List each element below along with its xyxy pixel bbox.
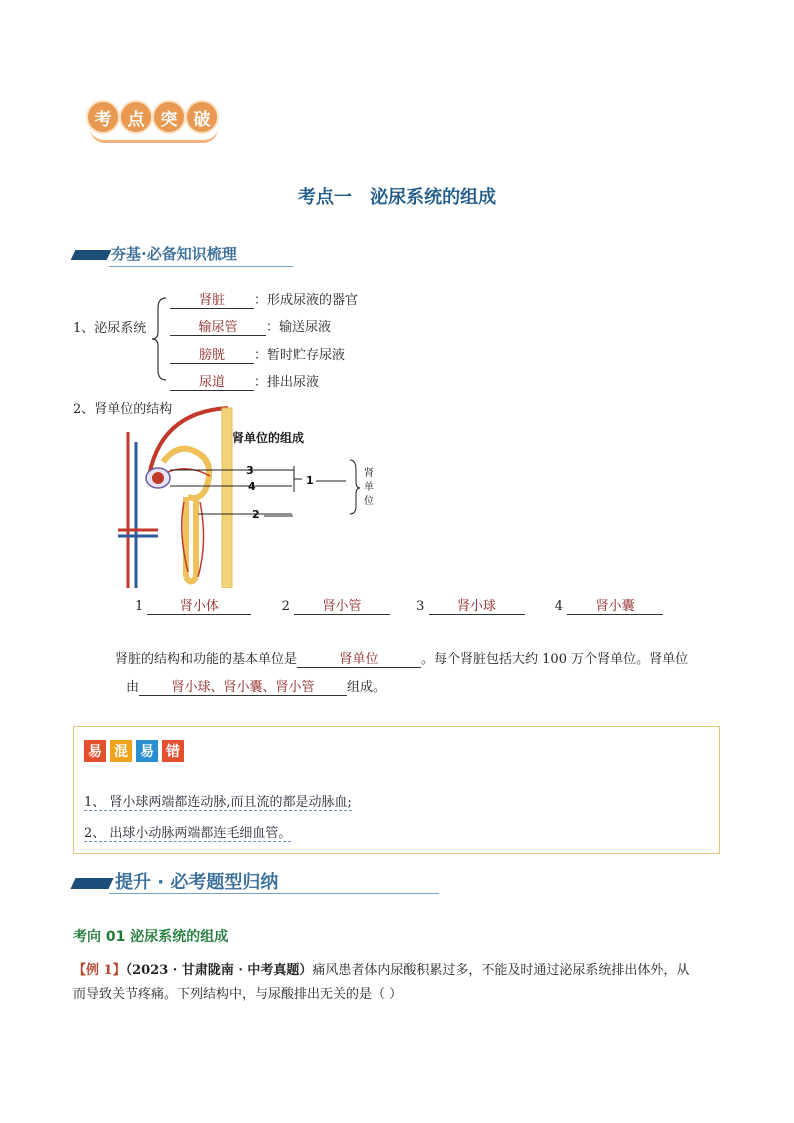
direction-title: 考向 01 泌尿系统的组成: [73, 929, 229, 945]
section-header-basics: [73, 243, 293, 265]
header-underline: [109, 266, 293, 267]
q2-label: 2、肾单位的结构: [73, 402, 173, 417]
badge-char: 考: [88, 102, 118, 132]
callout-4: 4: [248, 480, 256, 493]
para-text: 肾脏的结构和功能的基本单位是: [115, 652, 298, 667]
answer-fill: 肾小体: [147, 595, 251, 615]
para-fill: 肾小球、肾小囊、肾小管: [139, 676, 347, 696]
side-label-char: 位: [364, 496, 374, 507]
mistake-tag: 易: [136, 740, 158, 762]
mistake-tag: 混: [110, 740, 132, 762]
header-bar: [71, 250, 112, 260]
para-text: 。每个肾脏包括大约 100 万个肾单位。肾单位: [421, 652, 689, 667]
para-text: 由: [126, 680, 140, 695]
answer-num: 1: [135, 599, 144, 614]
q1-item: [170, 344, 345, 364]
example-question: [73, 959, 723, 1007]
example-label: 【例 1】: [73, 963, 126, 978]
q1-desc: ：暂时贮存尿液: [254, 348, 346, 363]
answer-row: [135, 595, 663, 615]
answer-fill: 肾小囊: [567, 595, 663, 615]
page-title: [0, 183, 794, 209]
section-badge: [86, 98, 224, 138]
example-text: 痛风患者体内尿酸积累过多，不能及时通过泌尿系统排出体外，从: [312, 963, 690, 978]
answer-num: 3: [416, 599, 425, 614]
callout-1: 1: [306, 474, 314, 487]
paragraph-line2: [126, 676, 386, 696]
answer-fill: 肾小管: [294, 595, 390, 615]
section-header-text: 夯基·必备知识梳理: [111, 245, 237, 263]
nephron-diagram: [118, 402, 398, 588]
paragraph-line1: [115, 648, 688, 668]
callout-2: 2: [252, 508, 260, 521]
side-label-char: 肾: [364, 468, 374, 479]
q1-desc: ：输送尿液: [266, 320, 332, 335]
header-bar: [70, 878, 113, 889]
badge-char: 点: [121, 102, 151, 132]
title-part2: 泌尿系统的组成: [370, 187, 497, 208]
answer-num: 4: [554, 599, 563, 614]
q1-item: [170, 316, 331, 336]
answer-fill: 肾小球: [429, 595, 525, 615]
callout-3: 3: [246, 464, 254, 477]
q1-item: [170, 289, 358, 309]
q1-answer: 尿道: [170, 371, 254, 391]
mistake-tag: 易: [84, 740, 106, 762]
brace-icon: [150, 296, 170, 382]
q1-answer: 输尿管: [170, 316, 266, 336]
q1-answer: 膀胱: [170, 344, 254, 364]
badge-char: 突: [154, 102, 184, 132]
q1-desc: ：形成尿液的器官: [254, 293, 359, 308]
example-text: 而导致关节疼痛。下列结构中，与尿酸排出无关的是（ ）: [73, 987, 403, 1002]
q1-desc: ：排出尿液: [254, 375, 320, 390]
section-header-text: 提升 · 必考题型归纳: [115, 872, 279, 893]
title-part1: 考点一: [297, 187, 352, 208]
header-underline: [109, 893, 439, 894]
section-header-advanced: [73, 870, 443, 892]
side-label-char: 单: [364, 482, 374, 493]
q1-item: [170, 371, 319, 391]
mistake-line: 1、 肾小球两端都连动脉,而且流的都是动脉血;: [84, 791, 352, 811]
mistake-tag: 错: [162, 740, 184, 762]
para-text: 组成。: [347, 680, 387, 695]
mistake-line: 2、 出球小动脉两端都连毛细血管。: [84, 822, 291, 842]
badge-char: 破: [187, 102, 217, 132]
answer-num: 2: [281, 599, 290, 614]
diagram-title: 肾单位的组成: [232, 431, 305, 445]
para-fill: 肾单位: [297, 648, 421, 668]
badge-underline: [90, 128, 218, 143]
common-mistakes-box: [73, 726, 720, 854]
q1-answer: 肾脏: [170, 289, 254, 309]
example-source: （2023 · 甘肃陇南 · 中考真题）: [125, 963, 313, 978]
q1-label: 1、泌尿系统: [73, 321, 147, 336]
